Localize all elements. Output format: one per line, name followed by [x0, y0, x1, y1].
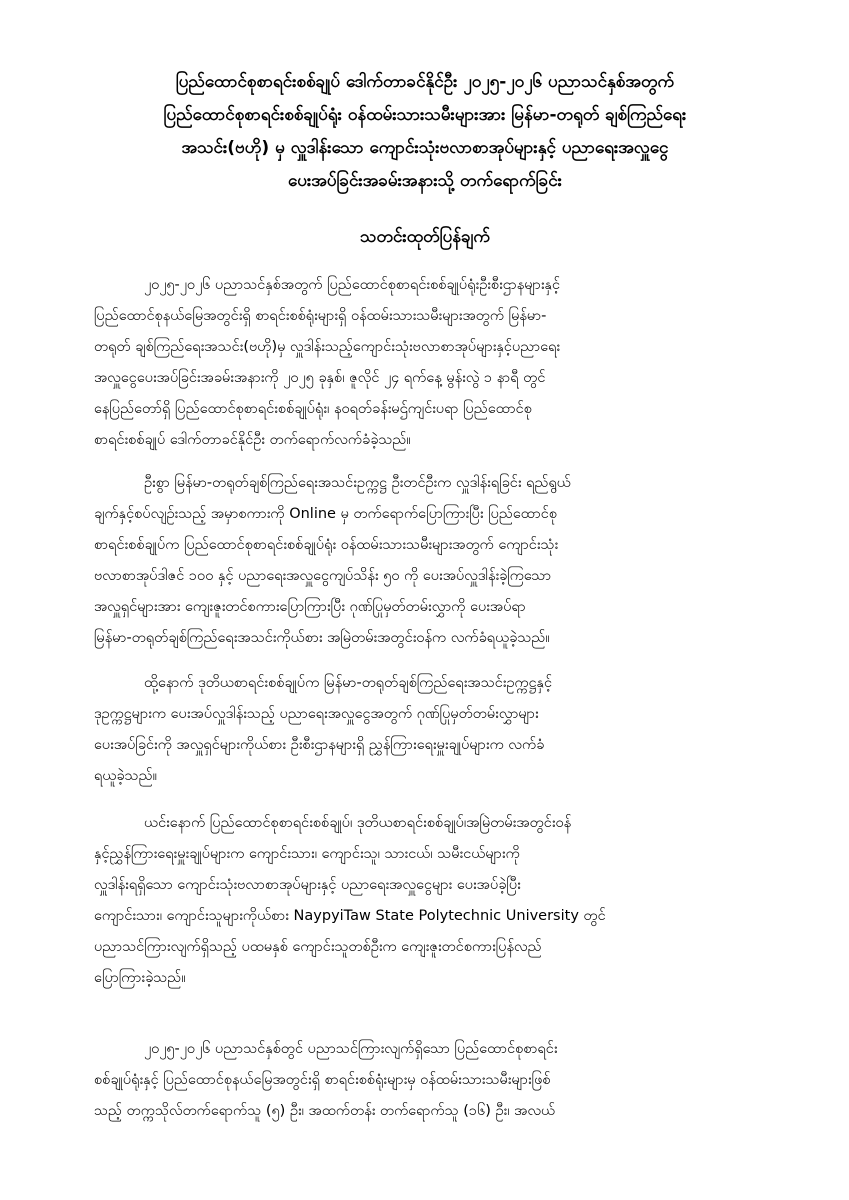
paragraph-line: နှင့်ညွှန်ကြားရေးမှူးချုပ်များက ကျောင်းသား၊ ကျောင်းသူ၊ သားငယ်၊ သမီးငယ်များကို: [94, 846, 520, 862]
paragraph-line: အလှူငွေပေးအပ်ခြင်းအခမ်းအနားကို ၂၀၂၅ ခုနှစ်၊ ဇူလိုင် ၂၄ ရက်နေ့ မွန်းလွဲ ၁ နာရီ တွင်: [94, 370, 546, 386]
paragraph-4: [94, 808, 774, 994]
paragraph-line: စာရင်းစစ်ချုပ်က ပြည်ထောင်စုစာရင်းစစ်ချုပ်ရုံး ဝန်ထမ်းသားသမီးများအတွက် ကျောင်းသုံး: [94, 537, 559, 553]
paragraph-line: အလှူရှင်များအား ကျေးဇူးတင်စကားပြောကြားပြီး ဂုဏ်ပြုမှတ်တမ်းလွှာကို ပေးအပ်ရာ: [94, 599, 526, 615]
paragraph-line: မြန်မာ-တရုတ်ချစ်ကြည်ရေးအသင်းကိုယ်စား အမြဲတမ်းအတွင်းဝန်က လက်ခံရယူခဲ့သည်။: [94, 630, 550, 646]
title-line: အသင်း(ဗဟို) မှ လှူဒါန်းသော ကျောင်းသုံးဗလာစာအုပ်များနှင့် ပညာရေးအလှူငွေ: [181, 138, 669, 158]
paragraph-line: ပညာသင်ကြားလျက်ရှိသည့် ပထမနှစ် ကျောင်းသူတစ်ဦးက ကျေးဇူးတင်စကားပြန်လည်: [94, 939, 542, 955]
paragraph-line: ယင်းနောက် ပြည်ထောင်စုစာရင်းစစ်ချုပ်၊ ဒုတိယစာရင်းစစ်ချုပ်၊အမြဲတမ်းအတွင်းဝန်: [144, 815, 572, 831]
paragraph-line: ဦးစွာ မြန်မာ-တရုတ်ချစ်ကြည်ရေးအသင်းဥက္ကဋ္ဌ ဦးတင်ဦးက လှူဒါန်းရခြင်း ရည်ရွယ်: [144, 475, 571, 491]
title-line: ပေးအပ်ခြင်းအခမ်းအနားသို့ တက်ရောက်ခြင်း: [288, 171, 562, 191]
press-release-heading: သတင်းထုတ်ပြန်ချက်: [360, 227, 490, 247]
paragraph-line: စာရင်းစစ်ချုပ် ဒေါက်တာခင်နိုင်ဦး တက်ရောက်လက်ခံခဲ့သည်။: [94, 432, 411, 448]
paragraph-line: ပြောကြားခဲ့သည်။: [94, 970, 186, 986]
paragraph-line: စစ်ချုပ်ရုံးနှင့် ပြည်ထောင်စုနယ်မြေအတွင်းရှိ စာရင်းစစ်ရုံးများမှ ဝန်ထမ်းသားသမီးများဖြစ်: [94, 1072, 551, 1088]
paragraph-3: [94, 668, 774, 792]
paragraph-line: ပေးအပ်ခြင်းကို အလှူရှင်များကိုယ်စား ဦးစီးဌာနများရှိ ညွှန်ကြားရေးမှူးချုပ်များက လက်ခံ: [94, 737, 545, 753]
paragraph-line: သည့် တက္ကသိုလ်တက်ရောက်သူ (၅) ဦး၊ အထက်တန်း တက်ရောက်သူ (၁၆) ဦး၊ အလယ်: [94, 1103, 556, 1119]
document-title: [60, 66, 790, 198]
paragraph-line: ၂၀၂၅-၂၀၂၆ ပညာသင်နှစ်အတွက် ပြည်ထောင်စုစာရင်းစစ်ချုပ်ရုံးဦးစီးဌာနများနှင့်: [144, 277, 561, 293]
paragraph-line: နေပြည်တော်ရှိ ပြည်ထောင်စုစာရင်းစစ်ချုပ်ရုံး၊ နဝရတ်ခန်းမဌ်ကျင်းပရာ ပြည်ထောင်စု: [94, 401, 532, 417]
title-line: ပြည်ထောင်စုစာရင်းစစ်ချုပ်ရုံး ဝန်ထမ်းသားသမီးများအား မြန်မာ-တရုတ် ချစ်ကြည်ရေး: [163, 105, 687, 125]
paragraph-line: ၂၀၂၅-၂၀၂၆ ပညာသင်နှစ်တွင် ပညာသင်ကြားလျက်ရှိသော ပြည်ထောင်စုစာရင်း: [144, 1041, 558, 1057]
paragraph-line: ထို့နောက် ဒုတိယစာရင်းစစ်ချုပ်က မြန်မာ-တရုတ်ချစ်ကြည်ရေးအသင်းဥက္ကဋ္ဌနှင့်: [144, 675, 553, 691]
paragraph-5: [94, 1034, 774, 1127]
paragraph-line: လှူဒါန်းရရှိသော ကျောင်းသုံးဗလာစာအုပ်များနှင့် ပညာရေးအလှူငွေများ ပေးအပ်ခဲ့ပြီး: [94, 877, 521, 893]
paragraph-2: [94, 468, 774, 654]
title-line: ပြည်ထောင်စုစာရင်းစစ်ချုပ် ဒေါက်တာခင်နိုင်ဦး ၂၀၂၅-၂၀၂၆ ပညာသင်နှစ်အတွက်: [175, 72, 675, 92]
paragraph-line: တရုတ် ချစ်ကြည်ရေးအသင်း(ဗဟို)မှ လှူဒါန်းသည့်ကျောင်းသုံးဗလာစာအုပ်များနှင့်ပညာရေး: [94, 339, 561, 355]
paragraph-1: [94, 270, 774, 456]
paragraph-line: ပြည်ထောင်စုနယ်မြေအတွင်းရှိ စာရင်းစစ်ရုံးများရှိ ဝန်ထမ်းသားသမီးများအတွက် မြန်မာ-: [94, 308, 547, 324]
paragraph-line: ချက်နှင့်စပ်လျဉ်းသည့် အမှာစကားကို Online မှ တက်ရောက်ပြောကြားပြီး ပြည်ထောင်စု: [94, 506, 557, 522]
paragraph-line: ကျောင်းသား၊ ကျောင်းသူများကိုယ်စား NaypyiTaw State Polytechnic University တွင်: [94, 908, 606, 924]
paragraph-line: ဗလာစာအုပ်ဒါဇင် ၁၀၀ နှင့် ပညာရေးအလှူငွေကျပ်သိန်း ၅၀ ကို ပေးအပ်လှူဒါန်းခဲ့ကြသော: [94, 568, 552, 584]
paragraph-line: ရယူခဲ့သည်။: [94, 768, 157, 784]
paragraph-line: ဒုဥက္ကဋ္ဌများက ပေးအပ်လှူဒါန်းသည့် ပညာရေးအလှူငွေအတွက် ဂုဏ်ပြုမှတ်တမ်းလွှာများ: [94, 706, 539, 722]
